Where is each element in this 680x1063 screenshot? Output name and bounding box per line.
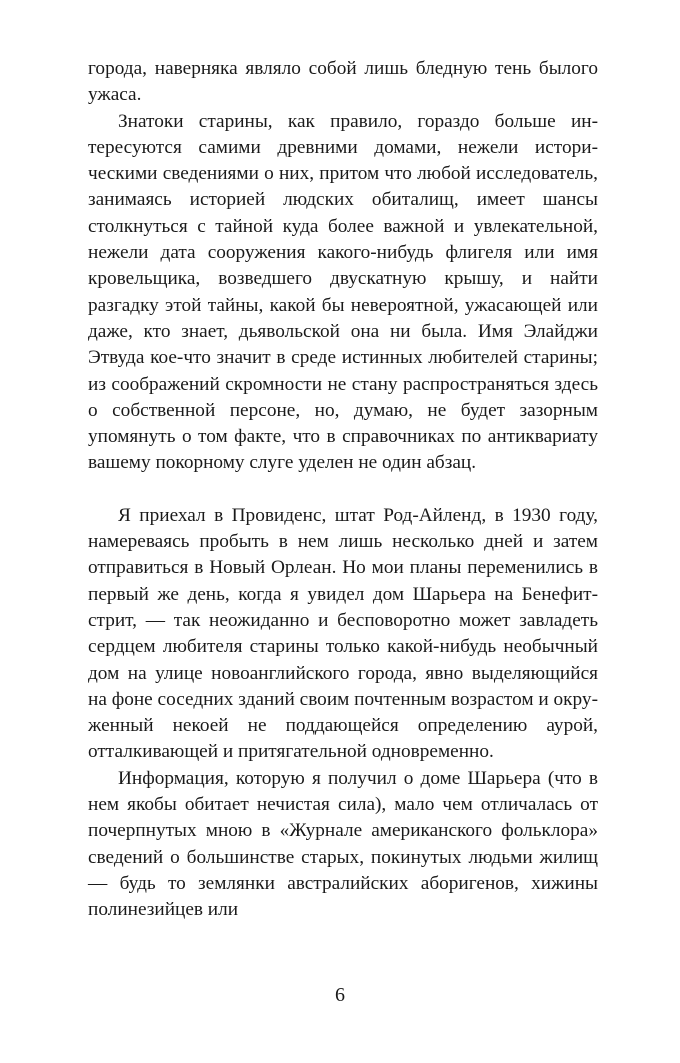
paragraph-1: города, наверняка являло собой лишь бледную тень былого ужаса.	[88, 58, 598, 106]
page-number: 6	[335, 984, 345, 1006]
body-text	[88, 56, 598, 924]
paragraph-4: Информация, которую я получил о доме Шарьера (что в нем якобы обитает нечистая сила), мало чем отличалась от почерпнутых мною в «Журнале американского фольклора» сведений о большинстве старых, покинутых людьми жилищ — будь то землянки австралийских аборигенов, хижины полинезийцев или	[88, 767, 598, 921]
paragraph-3: Я приехал в Провиденс, штат Род-Айленд, в 1930 году, намереваясь пробыть в нем лишь несколько дней и затем отправиться в Новый Орлеан. Но мои планы переменились в первый же день, когда я увидел дом Шарьера на Бенефит-стрит, — так неожиданно и бесповоротно может завладеть сердцем любителя старины только какой-нибудь необычный дом на улице новоанглийского города, явно выделяющийся на фоне соседних зданий своим почтенным возрастом и окруженный некоей не поддающейся определению аурой, отталкивающей и притягательной одновременно.	[88, 504, 598, 763]
paragraph-2: Знатоки старины, как правило, гораздо больше интересуются самими древними домами, нежели историческими сведениями о них, притом что любой исследователь, занимаясь историей людских обиталищ, имеет шансы столкнуться с тайной куда более важной и увлекательной, нежели дата сооружения какого-нибудь флигеля или имя кровельщика, возведшего двускатную крышу, и найти разгадку этой тайны, какой бы невероятной, ужасающей или даже, кто знает, дьявольской она ни была. Имя Элайджи Этвуда кое-что значит в среде истинных любителей старины; из соображений скромности не стану распространяться здесь о собственной персоне, но, думаю, не будет зазорным упомянуть о том факте, что в справочниках по антиквариату вашему покорному слуге уделен не один абзац.	[88, 110, 598, 474]
